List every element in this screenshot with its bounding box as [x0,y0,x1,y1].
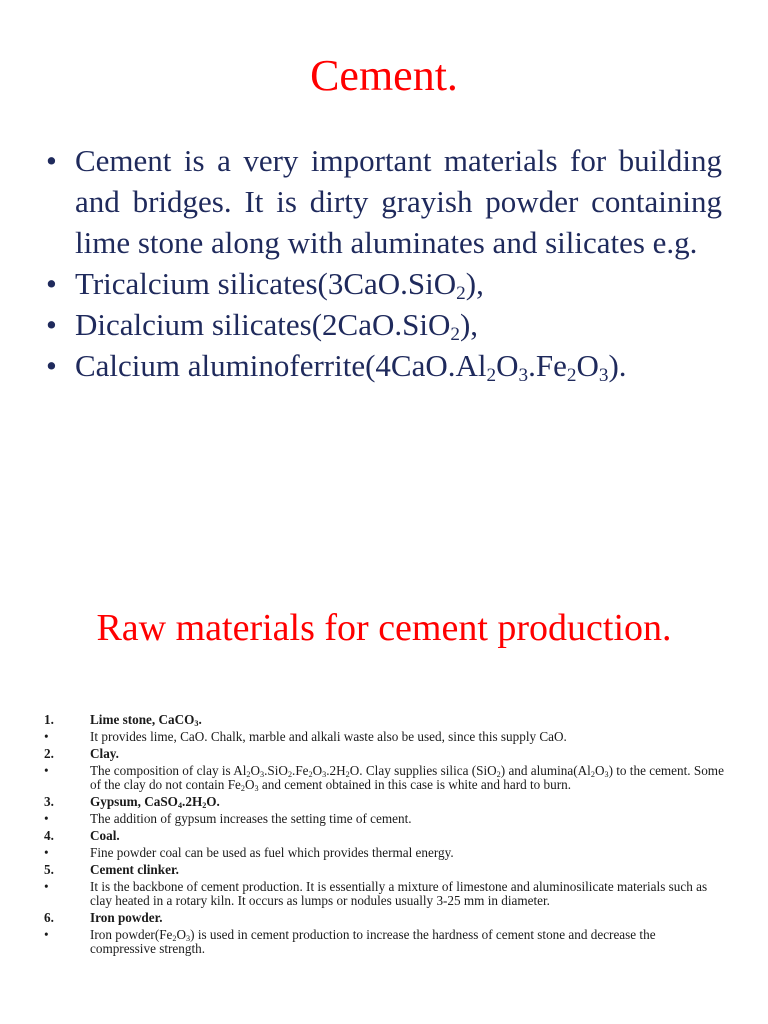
bullet-aluminoferrite: • Calcium $aluminoferrite(4CaO.Al_2O_3.Fe_2O_3)$. [46,348,627,386]
list-item: • It is the backbone of cement production. It is essentially a mixture of limestone and aluminosilicate materials such as clay heated in a rotary kiln. It occurs as lumps or nodules usually 3-25 mm in diameter. [44,879,708,908]
list-item: • Iron $powder(Fe_2O_3)$ is used in cement production to increase the hardness of cement stone and decrease the compressive strength. [44,927,656,956]
bullet-tricalcium: • Tricalcium silicates(3CaO.SiO$_2$), [46,266,484,304]
list-item: • The addition of gypsum increases the setting time of cement. [44,811,412,826]
bullet-dicalcium: • Dicalcium silicates(2CaO.SiO$_2$), [46,307,479,345]
list-item: • It provides lime, CaO. Chalk, marble and alkali waste also be used, since this supply CaO. [44,729,567,744]
list-item: • Fine powder coal can be used as fuel which provides thermal energy. [44,845,454,860]
list-item: • The composition of clay is $Al_2O_3.SiO_2.Fe_2O_3.2H_2O$. Clay supplies silica (SiO$_2$) and $alumina(Al_2O_3)$ to the cement. Some of the clay do not contain $Fe_2O_3$ and cement obtained in this case is white and hard to burn. [44,763,724,794]
list-heading: 5. Cement clinker. [44,862,179,877]
slide-title: Raw materials for cement production. [96,607,672,649]
list-heading: 6. Iron powder. [44,910,163,925]
slide-raw-materials [0,580,768,1024]
list-heading: 4. Coal. [44,828,120,843]
list-heading: 3. Gypsum, $CaSO_4.2H_2O$. [44,794,220,811]
raw-materials-list [44,710,724,956]
bullet-list [46,140,722,386]
bullet-intro: • Cement is a very important materials for building and bridges. It is dirty grayish powder containing lime stone along with aluminates and silicates e.g. [46,143,722,260]
list-heading: 1. Lime stone, CaCO$_3$. [44,712,202,729]
list-heading: 2. Clay. [44,746,119,761]
slide-title: Cement. [310,51,458,100]
